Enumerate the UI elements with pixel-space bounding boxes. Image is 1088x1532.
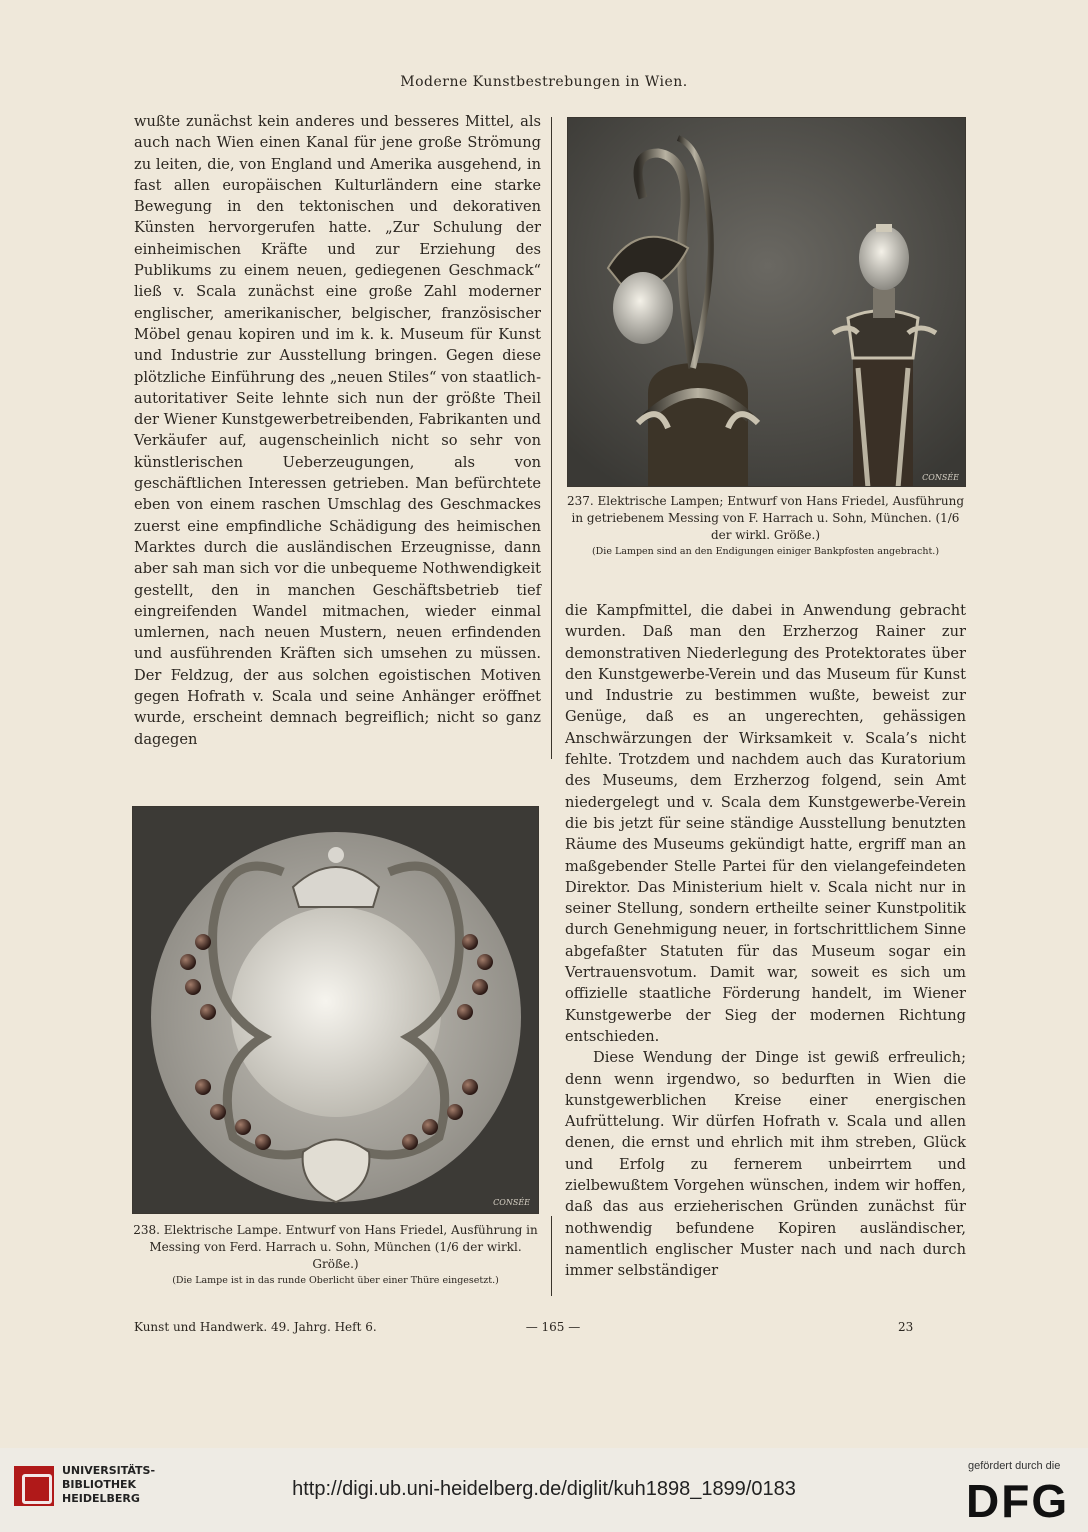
left-lamp-post	[648, 363, 748, 487]
figure-238-signature: CONSÉE	[493, 1198, 530, 1207]
running-header: Moderne Kunstbestrebungen in Wien.	[400, 74, 688, 90]
figure-237-caption-text: 237. Elektrische Lampen; Entwurf von Hans Friedel, Ausführung in getriebenem Messing von F. Harrach u. Sohn, München. (1/6 der wirkl. Größe.)	[566, 494, 965, 542]
figure-238-caption	[132, 1222, 539, 1288]
figure-237-photo	[567, 117, 966, 487]
funding-label: gefördert durch die	[968, 1460, 1061, 1472]
footer-page-number: — 165 —	[525, 1320, 581, 1334]
figure-237-caption-note: (Die Lampen sind an den Endigungen einiger Bankpfosten angebracht.)	[591, 546, 940, 557]
right-bulb	[859, 226, 909, 290]
figure-238-caption-text: 238. Elektrische Lampe. Entwurf von Hans Friedel, Ausführung in Messing von Ferd. Harrach u. Sohn, München (1/6 der wirkl. Größe.)	[133, 1223, 538, 1271]
library-line-3: HEIDELBERG	[62, 1492, 140, 1505]
library-line-2: BIBLIOTHEK	[62, 1478, 137, 1491]
left-bulb	[613, 272, 673, 344]
glass-globe	[231, 907, 441, 1117]
column-rule-bottom	[551, 1216, 552, 1296]
left-paragraph: wußte zunächst kein anderes und besseres Mittel, als auch nach Wien einen Kanal für jene große Strömung zu leiten, die, von England und Amerika ausgehend, in fast allen europäischen Kulturländern eine starke Bewegung in den tektonischen und dekorativen Künsten hervorgerufen hatte. „Zur Schulung der einheimischen Kräfte und zur Erziehung des Publikums zu einem neuen, gediegenen Geschmack“ ließ v. Scala zunächst eine große Zahl moderner englischer, amerikanischer, belgischer, französischer Möbel genau kopiren und im k. k. Museum für Kunst und Industrie zur Ausstellung bringen. Gegen diese plötzliche Einführung des „neuen Stiles“ von staatlich-autoritativer Seite lehnte sich nun der größte Theil der Wiener Kunstgewerbetreibenden, Fabrikanten und Verkäufer auf, augenscheinlich nicht so sehr von künstlerischen Ueberzeugungen, als von geschäftlichen Interessen getrieben. Man befürchtete eben von einem raschen Umschlag des Geschmackes zuerst eine empfindliche Schädigung des heimischen Marktes durch die ausländischen Erzeugnisse, dann aber sah man sich vor die unbequeme Nothwendigkeit gestellt, den in manchen Geschäftsbetrieb tief eingreifenden Wandel mitmachen, wieder einmal umlernen, nach neuen Mustern, neuen erfindenden und ausführenden Kräften sich umsehen zu müssen. Der Feldzug, der aus solchen egoistischen Motiven gegen Hofrath v. Scala und seine Anhänger eröffnet wurde, erscheint demnach begreiflich; nicht so ganz dagegen	[134, 113, 541, 748]
footer-signature-mark: 23	[898, 1320, 914, 1334]
column-rule-top	[551, 117, 552, 759]
right-paragraph-2: Diese Wendung der Dinge ist gewiß erfreulich; denn wenn irgendwo, so bedurften in Wien die kunstgewerblichen Kreise einer energischen Aufrüttelung. Wir dürfen Hofrath v. Scala und allen denen, die ernst und ehrlich mit ihm streben, Glück und Erfolg zu fernerem unbeirrtem und zielbewußtem Vorgehen wünschen, indem wir hoffen, daß das aus erzieherischen Gründen zunächst für nothwendig befundene Kopiren ausländischer, namentlich englischer Muster nach und nach durch immer selbständiger	[565, 1049, 966, 1280]
figure-238-caption-note: (Die Lampe ist in das runde Oberlicht über einer Thüre eingesetzt.)	[172, 1275, 499, 1286]
figure-237-caption	[565, 493, 966, 559]
round-lamp-illustration	[133, 807, 539, 1214]
dfg-logo[interactable]: DFG	[966, 1475, 1070, 1527]
figure-238-photo	[132, 806, 539, 1214]
right-paragraph-1: die Kampfmittel, die dabei in Anwendung gebracht wurden. Daß man den Erzherzog Rainer zur demonstrativen Niederlegung des Protektorates über den Kunstgewerbe-Verein und das Museum für Kunst und Industrie zu bestimmen wußte, beweist zur Genüge, daß es an ungerechten, gehässigen Anschwärzungen der Wirksamkeit v. Scala’s nicht fehlte. Trotzdem und nachdem auch das Kuratorium des Museums, dem Erzherzog folgend, sein Amt niedergelegt und v. Scala dem Kunstgewerbe-Verein die bis jetzt für seine ständige Ausstellung benutzten Räume des Museums gekündigt hatte, ergriff man an maßgebender Stelle Partei für den vielangefeindeten Direktor. Das Ministerium hielt v. Scala nicht nur in seiner Stellung, sondern ertheilte seiner Kunstpolitik durch Genehmigung neuer, in fortschrittlichem Sinne abgefaßter Statuten für das Museum sogar ein Vertrauensvotum. Damit war, soweit es sich um offizielle staatliche Förderung handelt, im Wiener Kunstgewerbe der Sieg der modernen Richtung entschieden.	[565, 602, 966, 1045]
footer-journal: Kunst und Handwerk. 49. Jahrg. Heft 6.	[134, 1320, 377, 1334]
permalink-url[interactable]: http://digi.ub.uni-heidelberg.de/diglit/kuh1898_1899/0183	[292, 1478, 796, 1500]
right-column	[565, 600, 966, 1282]
lamps-illustration	[568, 118, 966, 487]
library-line-1: UNIVERSITÄTS-	[62, 1464, 156, 1477]
left-column	[134, 111, 541, 750]
figure-237-signature: CONSÉE	[922, 473, 959, 482]
